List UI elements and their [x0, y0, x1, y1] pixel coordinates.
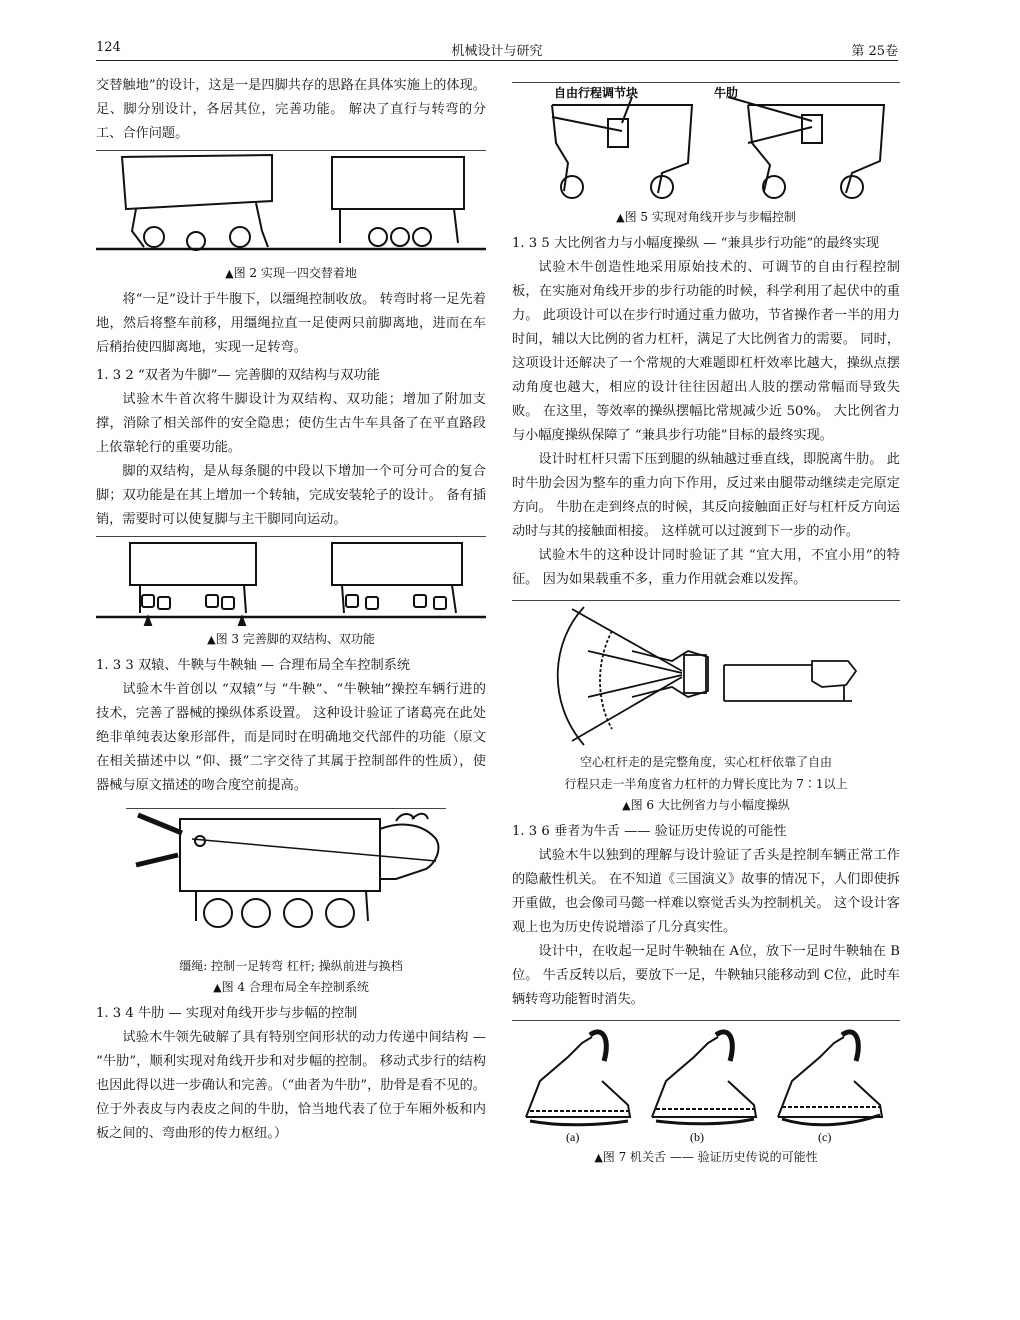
tongue-mechanism-a [526, 1032, 630, 1125]
figure-5-drawing [512, 83, 900, 207]
paragraph: 试验木牛创造性地采用原始技术的、可调节的自由行程控制板，在实施对角线开步的步行功能的时候，科学利用了起伏中的重力。 此项设计可以在步行时通过重力做功，节省操作者一半的用力时间，辅以大比例的省力杠杆，满足了大比例省力的需要。 同时，这项设计还解决了一个常规的大难题即杠杆效率比越大，操纵点摆动角度也越大，相应的设计往往因超出人肢的摆动常幅而导致失败。 在这里，等效率的操纵摆幅比常规减少近 50%。 大比例省力与小幅度操纵保障了 “兼具步行功能”目标的最终实现。 [512, 260, 900, 443]
paragraph: 将“一足”设计于牛腹下，以缰绳控制收放。 转弯时将一足先着地，然后将整车前移，用缰绳拉直一足使两只前脚离地，进而在车后稍抬使四脚离地，实现一足转弯。 [96, 292, 486, 355]
left-column [96, 74, 486, 1146]
tongue-mechanism-c [778, 1032, 882, 1125]
figure-7-label-b: (b) [690, 1130, 704, 1144]
page-number: 124 [96, 40, 121, 55]
volume-label: 第 25卷 [851, 44, 898, 59]
paragraph: 试验木牛领先破解了具有特别空间形状的动力传递中间结构 — “牛肋”，顺利实现对角线开步和对步幅的控制。 移动式步行的结构也因此得以进一步确认和完善。（“曲者为牛肋”，肋骨是看不见的。 位于外表皮与内表皮之间的牛肋，恰当地代表了位于车厢外板和内板之间的、弯曲形的传力枢纽。） [96, 1030, 486, 1141]
figure-6-subcaption-line2: 行程只走一半角度省力杠杆的力臂长度比为 7∶1以上 [564, 777, 848, 791]
section-heading-1-3-5: 1. 3 5 大比例省力与小幅度操纵 — “兼具步行功能”的最终实现 [512, 236, 880, 251]
paragraph: 设计时杠杆只需下压到腿的纵轴越过垂直线，即脱离牛肋。 此时牛肋会因为整车的重力向下作用，反过来由腿带动继续走完原定方向。 牛肋在走到终点的时候，其反向接触面正好与杠杆反方向运动时与其的接触面相接。 这样就可以过渡到下一步的动作。 [512, 452, 900, 539]
figure-7-label-a: (a) [566, 1130, 580, 1144]
paragraph: 试验木牛首创以 “双辕”与 “牛鞅”、“牛鞅轴”操控车辆行进的技术，完善了器械的操纵体系设置。 这种设计验证了诸葛亮在此处绝非单纯表达象形部件，而是同时在明确地交代部件的功能（原文在相关描述中以 “仰、摄”二字交待了其属于控制部件的性质），使器械与原文描述的吻合度空前提高。 [96, 682, 486, 793]
figure-6-caption: ▲图 6 大比例省力与小幅度操纵 [622, 798, 790, 812]
right-column [512, 74, 900, 1172]
figure-7-caption: ▲图 7 机关舌 —— 验证历史传说的可能性 [594, 1150, 818, 1164]
figure-4 [96, 808, 486, 998]
paragraph: 试验木牛首次将牛脚设计为双结构、双功能；增加了附加支撑，消除了相关部件的安全隐患；使仿生古牛车具备了在平直路段上依靠轮行的重要功能。 [96, 392, 486, 455]
figure-7-label-c: (c) [818, 1130, 832, 1144]
section-heading-1-3-2: 1. 3 2 “双者为牛脚”— 完善脚的双结构与双功能 [96, 368, 380, 383]
paragraph: 脚的双结构，是从每条腿的中段以下增加一个可分可合的复合脚；双功能是在其上增加一个转轴，完成安装轮子的设计。 备有插销，需要时可以使复脚与主干脚同向运动。 [96, 464, 486, 527]
figure-5-label-adjust-block: 自由行程调节块 [554, 86, 639, 100]
figure-4-caption: ▲图 4 合理布局全车控制系统 [213, 980, 369, 994]
paragraph: 设计中，在收起一足时牛鞅轴在 A位，放下一足时牛鞅轴在 B位。 牛舌反转以后，要放下一足，牛鞅轴只能移动到 C位，此时车辆转弯功能暂时消失。 [512, 944, 900, 1007]
figure-5-caption: ▲图 5 实现对角线开步与步幅控制 [616, 210, 796, 224]
figure-5-label-rib: 牛肋 [714, 86, 739, 100]
paragraph: 交替触地”的设计，这是一是四脚共存的思路在具体实施上的体现。 足、脚分别设计，各居其位，完善功能。 解决了直行与转弯的分工、合作问题。 [96, 78, 486, 141]
figure-5 [512, 82, 900, 228]
figure-4-drawing [96, 809, 486, 955]
figure-4-subcaption: 缰绳: 控制一足转弯 杠杆; 操纵前进与换档 [179, 959, 403, 973]
figure-6-drawing [512, 601, 900, 751]
section-heading-1-3-4: 1. 3 4 牛肋 — 实现对角线开步与步幅的控制 [96, 1006, 358, 1021]
figure-3-caption: ▲图 3 完善脚的双结构、双功能 [207, 632, 375, 646]
section-heading-1-3-3: 1. 3 3 双辕、牛鞅与牛鞅轴 — 合理布局全车控制系统 [96, 658, 411, 673]
paragraph: 试验木牛以独到的理解与设计验证了舌头是控制车辆正常工作的隐蔽性机关。 在不知道《三国演义》故事的情况下，人们即使拆开重做，也会像司马懿一样难以察觉舌头为控制机关。 这个设计客观上也为历史传说增添了几分真实性。 [512, 848, 900, 935]
figure-3-drawing [96, 537, 486, 629]
journal-title: 机械设计与研究 [451, 44, 543, 59]
running-header [96, 38, 898, 61]
tongue-mechanism-b [652, 1032, 756, 1124]
section-heading-1-3-6: 1. 3 6 垂者为牛舌 —— 验证历史传说的可能性 [512, 824, 787, 839]
figure-7 [512, 1020, 900, 1168]
paragraph: 试验木牛的这种设计同时验证了其 “宜大用，不宜小用”的特征。 因为如果载重不多，重力作用就会难以发挥。 [512, 548, 900, 587]
figure-6-subcaption-line1: 空心杠杆走的是完整角度，实心杠杆依靠了自由 [579, 755, 832, 769]
figure-3 [96, 536, 486, 650]
figure-2-drawing [96, 151, 486, 263]
figure-2 [96, 150, 486, 284]
figure-6 [512, 600, 900, 816]
figure-2-caption: ▲图 2 实现一四交替着地 [225, 266, 357, 280]
figure-7-drawing [512, 1021, 900, 1147]
